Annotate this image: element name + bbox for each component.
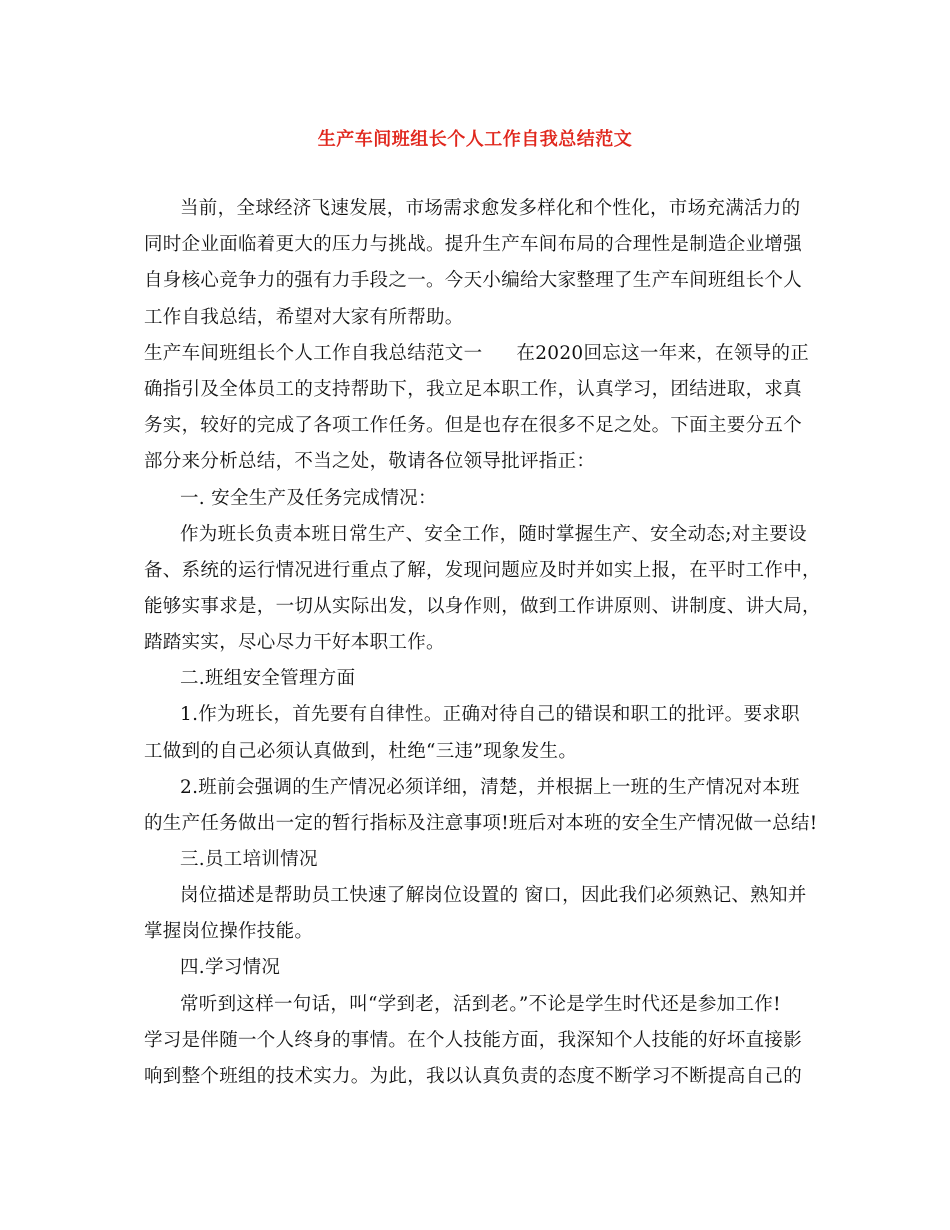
paragraph-line: 当前，全球经济飞速发展，市场需求愈发多样化和个性化，市场充满活力的 <box>180 198 801 219</box>
paragraph-line: 工作自我总结，希望对大家有所帮助。 <box>144 307 464 328</box>
paragraph-line: 学习是伴随一个人终身的事情。在个人技能方面，我深知个人技能的好坏直接影 <box>144 1030 803 1051</box>
paragraph-line: 作为班长负责本班日常生产、安全工作，随时掌握生产、安全动态;对主要设 <box>180 524 807 545</box>
paragraph-line: 部分来分析总结，不当之处，敬请各位领导批评指正： <box>144 451 596 472</box>
paragraph-line: 2.班前会强调的生产情况必须详细，清楚，并根据上一班的生产情况对本班 <box>180 777 800 798</box>
section-heading: 生产车间班组长个人工作自我总结范文一 <box>144 343 483 364</box>
paragraph-line: 能够实事求是，一切从实际出发，以身作则，做到工作讲原则、讲制度、讲大局， <box>144 596 821 617</box>
paragraph-line: 自身核心竞争力的强有力手段之一。今天小编给大家整理了生产车间班组长个人 <box>144 270 803 291</box>
paragraph-line: 常听到这样一句话，叫“学到老，活到老。”不论是学生时代还是参加工作! <box>180 994 781 1015</box>
paragraph-line <box>144 342 809 366</box>
section-heading: 二.班组安全管理方面 <box>180 668 356 689</box>
paragraph-line: 确指引及全体员工的支持帮助下，我立足本职工作，认真学习，团结进取，求真 <box>144 379 803 400</box>
paragraph-line: 的生产任务做出一定的暂行指标及注意事项!班后对本班的安全生产情况做一总结! <box>144 813 818 834</box>
paragraph-line: 踏踏实实，尽心尽力干好本职工作。 <box>144 632 445 653</box>
paragraph-line: 同时企业面临着更大的压力与挑战。提升生产车间布局的合理性是制造企业增强 <box>144 234 803 255</box>
paragraph-line: 工做到的自己必须认真做到，杜绝“三违”现象发生。 <box>144 741 578 762</box>
section-heading: 一. 安全生产及任务完成情况： <box>180 488 437 509</box>
document-title: 生产车间班组长个人工作自我总结范文 <box>317 129 633 150</box>
paragraph-line: 务实，较好的完成了各项工作任务。但是也存在很多不足之处。下面主要分五个 <box>144 415 803 436</box>
paragraph-line: 掌握岗位操作技能。 <box>144 921 314 942</box>
paragraph-text: 在2020回忘这一年来，在领导的正 <box>516 343 810 364</box>
paragraph-line: 响到整个班组的技术实力。为此，我以认真负责的态度不断学习不断提高自己的 <box>144 1066 803 1087</box>
paragraph-line: 岗位描述是帮助员工快速了解岗位设置的 窗口，因此我们必须熟记、熟知并 <box>180 885 807 906</box>
paragraph-line: 1.作为班长，首先要有自律性。正确对待自己的错误和职工的批评。要求职 <box>180 704 800 725</box>
paragraph-line: 备、系统的运行情况进行重点了解，发现问题应及时并如实上报，在平时工作中， <box>144 560 821 581</box>
section-heading: 三.员工培训情况 <box>180 849 318 870</box>
section-heading: 四.学习情况 <box>180 957 281 978</box>
